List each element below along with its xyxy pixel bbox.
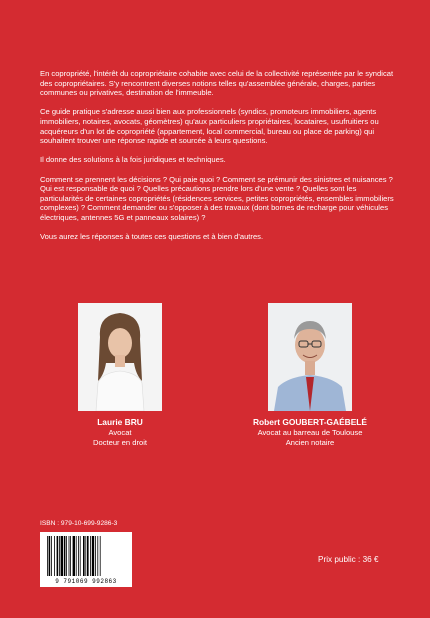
- author-title: Avocat: [108, 427, 132, 437]
- paragraph-intro: En copropriété, l'intérêt du copropriétaire cohabite avec celui de la collectivité représentée par le syndicat des copropriétaires. S'y rencontrent diverses notions telles qu'assemblée générale, charges, parties communes ou privatives, destination de l'immeuble.: [40, 69, 394, 98]
- barcode-bar: [90, 536, 91, 576]
- barcode-bar: [83, 536, 85, 576]
- description-text: [40, 69, 395, 251]
- author-info-laurie: [35, 418, 205, 447]
- barcode-bar: [76, 536, 77, 576]
- barcode-bars: [46, 536, 126, 576]
- barcode-bar: [70, 536, 71, 576]
- barcode-bar: [61, 536, 63, 576]
- author-name: Laurie BRU: [97, 417, 143, 427]
- author-photo-laurie: [78, 303, 162, 411]
- author-former-role: Ancien notaire: [285, 437, 335, 447]
- barcode-bar: [97, 536, 98, 576]
- price-text: Prix public : 36 €: [318, 555, 379, 564]
- barcode-bar: [87, 536, 89, 576]
- barcode-bar: [85, 536, 86, 576]
- barcode: [40, 532, 132, 587]
- paragraph-closing: Vous aurez les réponses à toutes ces questions et à bien d'autres.: [40, 232, 264, 242]
- isbn-text: ISBN : 979-10-699-9286-3: [40, 520, 118, 527]
- author-degree: Docteur en droit: [92, 437, 148, 447]
- paragraph-solutions: Il donne des solutions à la fois juridiques et techniques.: [40, 155, 226, 165]
- author-name: Robert GOUBERT-GAÉBELÉ: [253, 417, 367, 427]
- barcode-digits: 9 791069 992863: [55, 578, 117, 585]
- barcode-bar: [80, 536, 81, 576]
- barcode-bar: [92, 536, 94, 576]
- author-photo-robert: [268, 303, 352, 411]
- barcode-bar: [64, 536, 66, 576]
- barcode-bar: [49, 536, 51, 576]
- barcode-bar: [57, 536, 59, 576]
- barcode-bar: [47, 536, 48, 576]
- barcode-bar: [73, 536, 75, 576]
- barcode-bar: [95, 536, 96, 576]
- barcode-bar: [69, 536, 70, 576]
- author-title: Avocat au barreau de Toulouse: [257, 427, 363, 437]
- barcode-bar: [100, 536, 101, 576]
- barcode-bar: [66, 536, 67, 576]
- paragraph-audience: Ce guide pratique s'adresse aussi bien aux professionnels (syndics, promoteurs immobiliers, agents immobiliers, notaires, avocats, géomètres) qu'aux particuliers propriétaires, locataires, usufruitiers ou acquéreurs d'un lot de copropriété (appartement, local commercial, bureau ou place de parking) qui souhaitent trouver une réponse rapide et sourcée à leurs questions.: [40, 107, 379, 146]
- paragraph-questions: Comment se prennent les décisions ? Qui paie quoi ? Comment se prémunir des sinistres et nuisances ? Qui est responsable de quoi ? Quelles précautions prendre lors d'une vente ? Quelles sont les particularités de certaines copropriétés (résidences services, petites copropriétés, ensembles immobiliers complexes) ? Comment demander ou s'opposer à des travaux (dont bornes de recharge pour véhicules électriques, antennes 5G et panneaux solaires) ?: [40, 174, 394, 222]
- barcode-bar: [78, 536, 79, 576]
- author-info-robert: [225, 418, 395, 447]
- barcode-bar: [54, 536, 55, 576]
- barcode-bar: [51, 536, 52, 576]
- barcode-bar: [59, 536, 60, 576]
